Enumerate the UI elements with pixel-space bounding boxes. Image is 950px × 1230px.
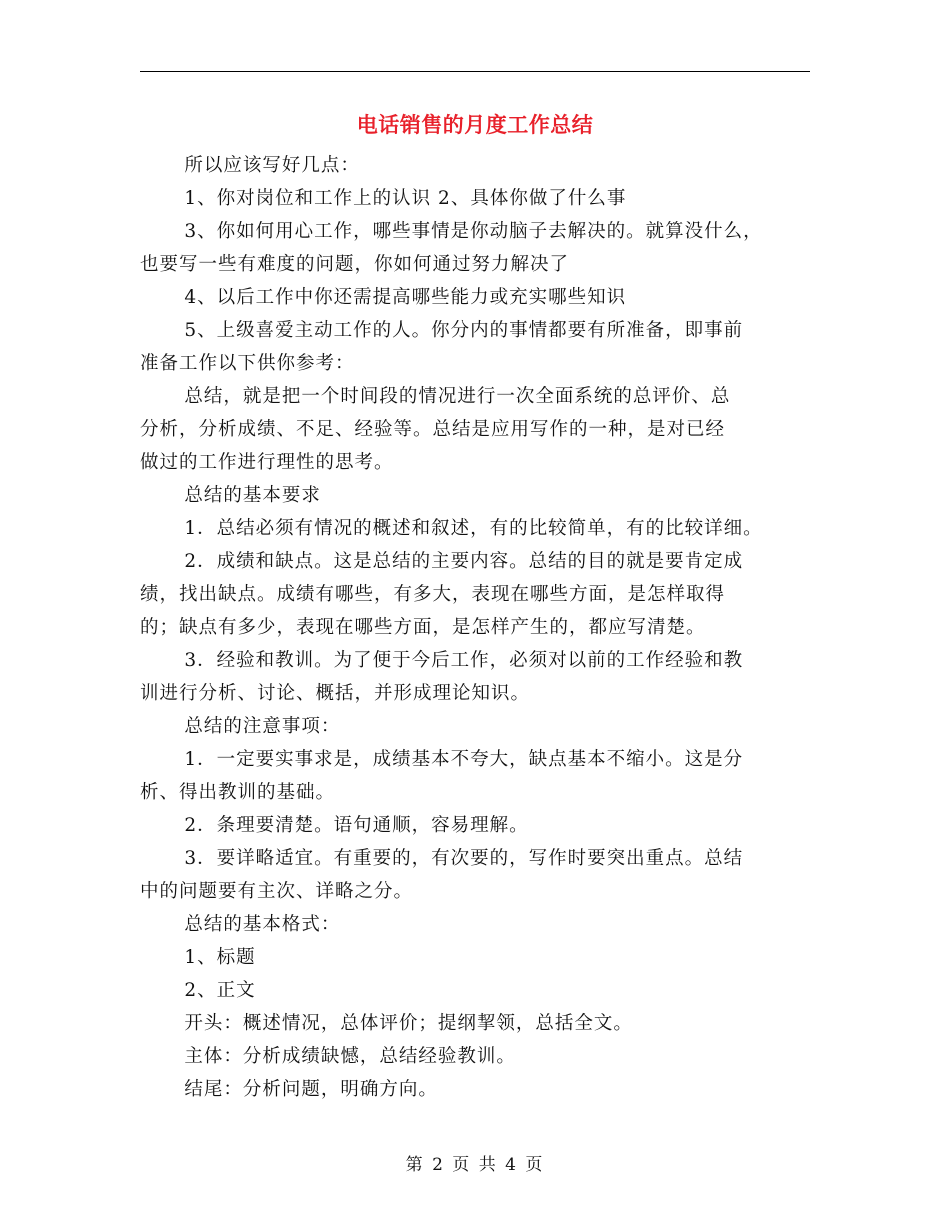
- header-rule: [140, 71, 810, 72]
- paragraph: [140, 1040, 812, 1073]
- text-line: 做过的工作进行理性的思考。: [140, 452, 394, 473]
- paragraph: [140, 842, 812, 908]
- paragraph: [140, 941, 812, 974]
- text-line: 结尾：分析问题，明确方向。: [184, 1079, 438, 1100]
- section-heading: [140, 479, 812, 512]
- paragraph: [140, 149, 812, 182]
- text-line: 2．条理要清楚。语句通顺，容易理解。: [184, 815, 529, 836]
- paragraph: [140, 380, 812, 479]
- paragraph: [140, 974, 812, 1007]
- text-line: 1．一定要实事求是，成绩基本不夸大，缺点基本不缩小。这是分: [184, 749, 744, 770]
- paragraph: [140, 644, 812, 710]
- text-line: 主体：分析成绩缺憾，总结经验教训。: [184, 1046, 516, 1067]
- section-heading: [140, 908, 812, 941]
- text-line: 也要写一些有难度的问题，你如何通过努力解决了: [140, 254, 570, 275]
- text-line: 3、你如何用心工作，哪些事情是你动脑子去解决的。就算没什么，: [184, 221, 763, 242]
- text-line: 的；缺点有多少，表现在哪些方面，是怎样产生的，都应写清楚。: [140, 617, 706, 638]
- text-line: 析、得出教训的基础。: [140, 782, 336, 803]
- document-body: [140, 149, 812, 1106]
- text-line: 总结的注意事项：: [184, 716, 341, 737]
- text-line: 3．经验和教训。为了便于今后工作，必须对以前的工作经验和教: [184, 650, 744, 671]
- text-line: 1、你对岗位和工作上的认识 2、具体你做了什么事: [184, 188, 627, 209]
- paragraph: [140, 512, 812, 545]
- text-line: 所以应该写好几点：: [184, 155, 360, 176]
- paragraph: [140, 1073, 812, 1106]
- text-line: 绩，找出缺点。成绩有哪些，有多大，表现在哪些方面，是怎样取得: [140, 584, 726, 605]
- section-heading: [140, 710, 812, 743]
- paragraph: [140, 809, 812, 842]
- paragraph: [140, 1007, 812, 1040]
- text-line: 2、正文: [184, 980, 256, 1001]
- paragraph: [140, 182, 812, 215]
- paragraph: [140, 314, 812, 380]
- text-line: 分析，分析成绩、不足、经验等。总结是应用写作的一种，是对已经: [140, 419, 726, 440]
- text-line: 开头：概述情况，总体评价；提纲挈领，总括全文。: [184, 1013, 633, 1034]
- paragraph: [140, 743, 812, 809]
- text-line: 5、上级喜爱主动工作的人。你分内的事情都要有所准备，即事前: [184, 320, 744, 341]
- text-line: 准备工作以下供你参考：: [140, 353, 355, 374]
- text-line: 总结，就是把一个时间段的情况进行一次全面系统的总评价、总: [184, 386, 731, 407]
- text-line: 总结的基本要求: [184, 485, 321, 506]
- text-line: 3．要详略适宜。有重要的，有次要的，写作时要突出重点。总结: [184, 848, 744, 869]
- text-line: 2．成绩和缺点。这是总结的主要内容。总结的目的就是要肯定成: [184, 551, 744, 572]
- text-line: 1．总结必须有情况的概述和叙述，有的比较简单，有的比较详细。: [184, 518, 763, 539]
- text-line: 总结的基本格式：: [184, 914, 341, 935]
- text-line: 训进行分析、讨论、概括，并形成理论知识。: [140, 683, 531, 704]
- paragraph: [140, 545, 812, 644]
- paragraph: [140, 215, 812, 281]
- text-line: 4、以后工作中你还需提高哪些能力或充实哪些知识: [184, 287, 627, 308]
- paragraph: [140, 281, 812, 314]
- page-number-footer: 第 2 页 共 4 页: [405, 1155, 545, 1175]
- text-line: 中的问题要有主次、详略之分。: [140, 881, 414, 902]
- document-title: 电话销售的月度工作总结: [356, 113, 594, 137]
- text-line: 1、标题: [184, 947, 256, 968]
